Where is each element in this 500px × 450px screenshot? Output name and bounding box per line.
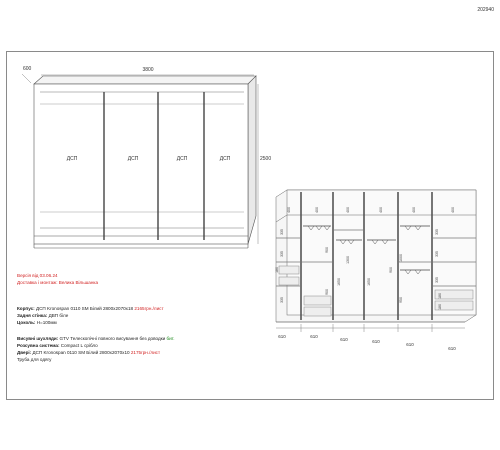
delivery-text: Доставка і монтаж: Велика Вільшанка (17, 280, 99, 285)
plinth-value: Н=100мм (35, 320, 57, 325)
rail-spec: Труба для одягу (17, 357, 52, 362)
door-label-1: ДСП (66, 156, 78, 162)
system-value: Compact L срібло (59, 343, 98, 348)
dim-s1-3: 335 (280, 297, 284, 303)
doors-label: Двері: (17, 350, 32, 355)
width-label: 3800 (142, 67, 154, 73)
dim-s2-2: 1300 (346, 256, 350, 264)
dim-s3-2: 1650 (367, 278, 371, 286)
dim-top-1: 400 (287, 207, 291, 213)
body-label: Корпус: (17, 306, 35, 311)
plinth-label: Цоколь: (17, 320, 36, 325)
height-label: 2500 (260, 156, 272, 162)
dim-top-3: 400 (346, 207, 350, 213)
drawers-value: GTV Телескопічні повного висування без доводки (58, 336, 167, 341)
drawers-label: Висувні шухляди: (17, 336, 59, 341)
door-label-4: ДСП (219, 156, 231, 162)
system-label: Розсувна система: (17, 343, 60, 348)
section-width-5: 610 (406, 342, 414, 347)
back-spec (17, 313, 68, 319)
dim-s1-1: 335 (280, 229, 284, 235)
drawers-highlight: бит. (166, 336, 175, 341)
dim-top-6: 400 (451, 207, 455, 213)
plinth-spec (17, 320, 57, 326)
dim-top-4: 400 (379, 207, 383, 213)
door-label-3: ДСП (176, 156, 188, 162)
dim-s4-2: 1000 (399, 254, 403, 262)
dim-s6-2: 335 (435, 251, 439, 257)
body-value: ДСП Kronospan 0110 SM Білий 2800х2070х18 (34, 306, 135, 311)
back-value: ДВП біле (47, 313, 69, 318)
order-number: 202940 (477, 7, 494, 13)
dim-s6-5: 180 (438, 293, 442, 299)
depth-label: 600 (23, 66, 32, 72)
dim-s2-3: 900 (325, 289, 329, 295)
doors-spec (17, 350, 160, 356)
dim-s4-3: 950 (399, 297, 403, 303)
dim-s2-1: 900 (325, 247, 329, 253)
dim-s1-2: 335 (280, 251, 284, 257)
section-width-1: 610 (278, 334, 286, 339)
body-spec (17, 306, 164, 312)
doors-price: 2175грн./лист (130, 350, 161, 355)
doors-value: ДСП Kronospan 0110 SM Білий 2800х2070х10 (31, 350, 131, 355)
dim-s6-1: 335 (435, 229, 439, 235)
system-spec (17, 343, 98, 349)
back-label: Задня стінка: (17, 313, 48, 318)
dim-s6-6: 180 (438, 304, 442, 310)
version-text: Версія від 03.06.24 (17, 273, 58, 278)
dim-s4-1: 900 (389, 267, 393, 273)
dim-top-2: 400 (315, 207, 319, 213)
dim-top-5: 400 (412, 207, 416, 213)
dim-s6-4: 180 (275, 267, 279, 273)
drawers-spec (17, 336, 175, 342)
section-width-6: 610 (448, 346, 456, 351)
door-label-2: ДСП (127, 156, 139, 162)
dim-s3-1: 1650 (337, 278, 341, 286)
dim-s6-3: 335 (435, 277, 439, 283)
section-width-2: 610 (310, 334, 318, 339)
section-width-3: 610 (340, 337, 348, 342)
body-price: 2165грн./лист (134, 306, 164, 311)
section-width-4: 610 (372, 339, 380, 344)
